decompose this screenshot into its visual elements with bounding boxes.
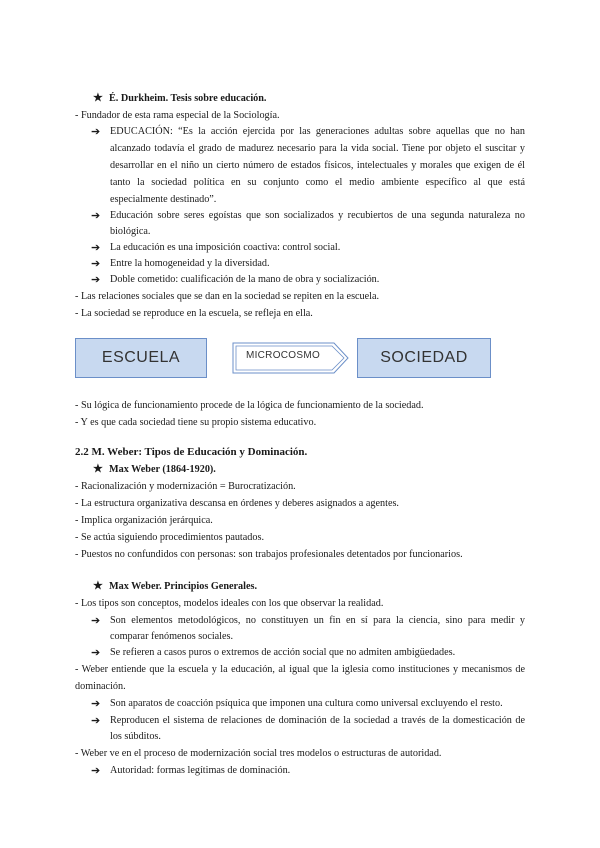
durkheim-after-line: - Las relaciones sociales que se dan en la sociedad se repiten en la escuela. bbox=[75, 291, 380, 302]
star-icon: ★ bbox=[93, 463, 103, 475]
weber-heading: ★ Max Weber (1864-1920). bbox=[93, 463, 216, 475]
star-icon: ★ bbox=[93, 92, 103, 104]
durkheim-bullet-line: especialmente destinado”. bbox=[110, 194, 217, 205]
arrow-icon: ➔ bbox=[91, 615, 101, 627]
durkheim-after-line: - La sociedad se reproduce en la escuela, se refleja en ella. bbox=[75, 308, 313, 319]
durkheim-bullet-line: tanto la sociedad política en su conjunto como el medio ambiente específico al que está bbox=[110, 177, 525, 188]
post-diagram-line: - Y es que cada sociedad tiene su propio sistema educativo. bbox=[75, 417, 317, 428]
durkheim-bullet-line: Doble cometido: cualificación de la mano de obra y socialización. bbox=[110, 274, 380, 285]
weber-item: - Se actúa siguiendo procedimientos pautados. bbox=[75, 532, 264, 543]
arrow-icon: ➔ bbox=[91, 765, 101, 777]
weber-para-line: - Weber entiende que la escuela y la educación, al igual que la iglesia como instituciones y mecanismos de bbox=[75, 664, 525, 675]
weber-sub-line: Se refieren a casos puros o extremos de acción social que no admiten ambigüedades. bbox=[110, 647, 456, 658]
post-diagram-line: - Su lógica de funcionamiento procede de la lógica de funcionamiento de la sociedad. bbox=[75, 400, 424, 411]
weber-principles-heading: ★ Max Weber. Principios Generales. bbox=[93, 580, 257, 592]
weber-intro: - Los tipos son conceptos, modelos ideales con los que observar la realidad. bbox=[75, 598, 384, 609]
escuela-sociedad-diagram bbox=[75, 338, 525, 378]
weber-item: - Racionalización y modernización = Burocratización. bbox=[75, 481, 296, 492]
arrow-icon: ➔ bbox=[91, 647, 101, 659]
escuela-box: ESCUELA bbox=[75, 338, 207, 378]
durkheim-bullet-line: Educación sobre seres egoístas que son socializados y recubiertos de una segunda naturaleza no bbox=[110, 210, 525, 221]
arrow-icon: ➔ bbox=[91, 210, 101, 222]
weber-para-line: - Weber ve en el proceso de modernización social tres modelos o estructuras de autoridad. bbox=[75, 748, 442, 759]
durkheim-intro: - Fundador de esta rama especial de la Sociología. bbox=[75, 110, 280, 121]
durkheim-heading: ★ É. Durkheim. Tesis sobre educación. bbox=[93, 92, 267, 104]
durkheim-bullet-line: Entre la homogeneidad y la diversidad. bbox=[110, 258, 270, 269]
weber-item: - Puestos no confundidos con personas: son trabajos profesionales detentados por funcionarios. bbox=[75, 549, 463, 560]
microcosmo-label: MICROCOSMO bbox=[245, 350, 321, 361]
weber-sub-line: comparar fenómenos sociales. bbox=[110, 631, 234, 642]
section-title: 2.2 M. Weber: Tipos de Educación y Dominación. bbox=[75, 446, 308, 458]
weber-sub-line: Son elementos metodológicos, no constituyen un fin en sí para la ciencia, sino para medir y bbox=[110, 615, 525, 626]
arrow-icon: ➔ bbox=[91, 126, 101, 138]
arrow-icon: ➔ bbox=[91, 258, 101, 270]
durkheim-bullet-line: biológica. bbox=[110, 226, 151, 237]
durkheim-bullet-line: desarrollar en el niño un cierto número de estados físicos, intelectuales y morales que exigen de él bbox=[110, 160, 525, 171]
arrow-icon: ➔ bbox=[91, 698, 101, 710]
weber-sub-line: Autoridad: formas legítimas de dominación. bbox=[110, 765, 291, 776]
weber-item: - La estructura organizativa descansa en órdenes y deberes asignados a agentes. bbox=[75, 498, 399, 509]
weber-sub-line: Son aparatos de coacción psíquica que imponen una cultura como universal excluyendo el resto. bbox=[110, 698, 503, 709]
star-icon: ★ bbox=[93, 580, 103, 592]
sociedad-box: SOCIEDAD bbox=[357, 338, 491, 378]
arrow-icon: ➔ bbox=[91, 274, 101, 286]
weber-para-line: dominación. bbox=[75, 681, 126, 692]
arrow-icon: ➔ bbox=[91, 715, 101, 727]
durkheim-bullet-line: La educación es una imposición coactiva: control social. bbox=[110, 242, 341, 253]
weber-item: - Implica organización jerárquica. bbox=[75, 515, 213, 526]
weber-sub-line: los súbditos. bbox=[110, 731, 161, 742]
durkheim-bullet-line: EDUCACIÓN: “Es la acción ejercida por las generaciones adultas sobre aquellas que no han bbox=[110, 126, 525, 137]
weber-sub-line: Reproducen el sistema de relaciones de dominación de la sociedad a través de la domesticación de bbox=[110, 715, 525, 726]
durkheim-bullet-line: alcanzado todavía el grado de madurez necesario para la vida social. Tiene por objeto el suscitar y bbox=[110, 143, 525, 154]
arrow-icon: ➔ bbox=[91, 242, 101, 254]
